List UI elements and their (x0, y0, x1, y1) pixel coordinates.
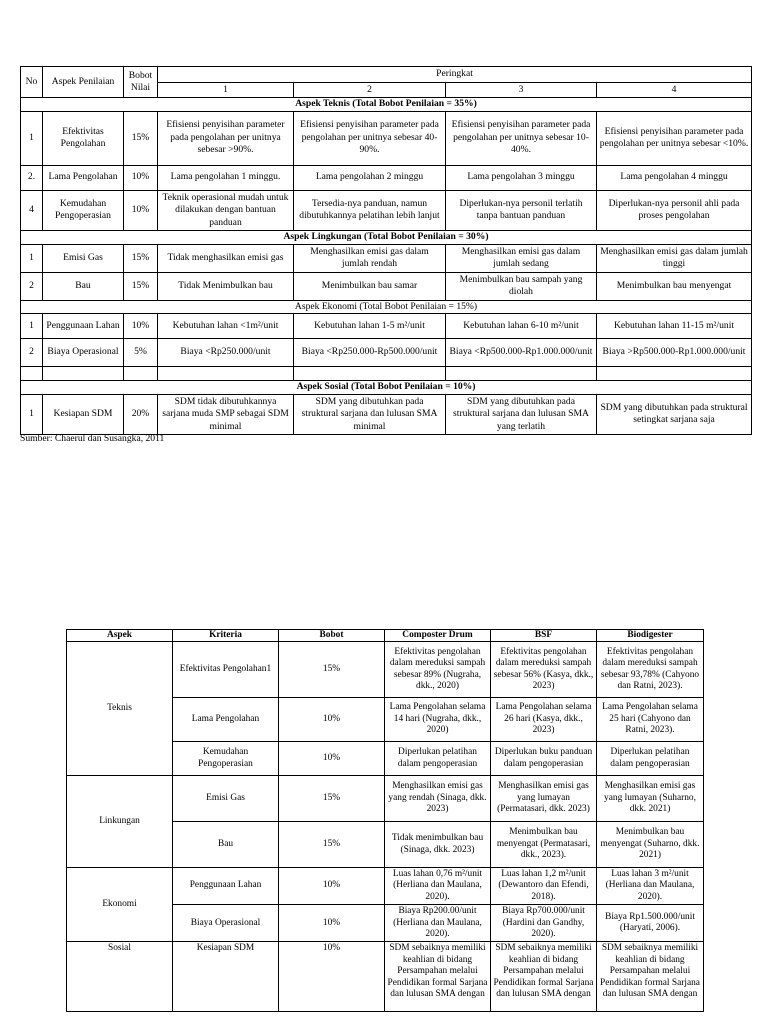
table-row (21, 244, 752, 272)
technology-comparison-table (66, 629, 704, 1012)
cell-biodigester: Diperlukan pelatihan dalam pengoperasian (597, 742, 704, 776)
cell-rank-1: Efisiensi penyisihan parameter pada pengolahan per unitnya sebesar >90%. (158, 111, 294, 165)
cell-rank-3: Menimbulkan bau sampah yang diolah (446, 272, 597, 300)
cell-no: 2 (21, 272, 43, 300)
cell-weight: 10% (279, 942, 385, 1012)
cell-weight: 10% (124, 190, 158, 231)
cell-composter-drum: SDM sebaiknya memiliki keahlian di bidang Persampahan melalui Pendidikan formal Sarjana dan lulusan SMA dengan (385, 942, 491, 1012)
cell-rank-2: Menimbulkan bau samar (294, 272, 446, 300)
cell-bsf: Menimbulkan bau menyengat (Permatasari, dkk., 2023). (491, 822, 597, 868)
cell-bsf: Diperlukan buku panduan dalam pengoperasian (491, 742, 597, 776)
cell-biodigester: Luas lahan 3 m²/unit (Herliana dan Maulana, 2020). (597, 868, 704, 905)
cell-biodigester: Efektivitas pengolahan dalam mereduksi sampah sebesar 93,78% (Cahyono dan Ratni, 2023). (597, 642, 704, 698)
cell-weight: 15% (279, 642, 385, 698)
cell-rank-1: Kebutuhan lahan <1m²/unit (158, 314, 294, 339)
cell-rank-4: Diperlukan-nya personil ahli pada proses pengolahan (597, 190, 752, 231)
cell-rank-1: Biaya <Rp250.000/unit (158, 339, 294, 367)
aspect-ekonomi: Ekonomi (67, 868, 173, 942)
header-rank-4: 4 (597, 82, 752, 98)
header-composter-drum: Composter Drum (385, 630, 491, 642)
table-row (67, 776, 704, 822)
cell-composter-drum: Efektivitas pengolahan dalam mereduksi sampah sebesar 89% (Nugraha, dkk., 2020) (385, 642, 491, 698)
cell-rank-2: Tersedia-nya panduan, namun dibutuhkannya pelatihan lebih lanjut (294, 190, 446, 231)
cell-criteria: Efektivitas Pengolahan1 (173, 642, 279, 698)
header-aspect: Aspek Penilaian (43, 67, 124, 98)
cell-no: 1 (21, 244, 43, 272)
header-bsf: BSF (491, 630, 597, 642)
table-row (21, 339, 752, 367)
table-row (21, 111, 752, 165)
cell-rank-4: Efisiensi penyisihan parameter pada pengolahan per unitnya sebesar <10%. (597, 111, 752, 165)
cell-aspect: Efektivitas Pengolahan (43, 111, 124, 165)
cell-aspect: Kesiapan SDM (43, 394, 124, 435)
cell-rank-1: Tidak Menimbulkan bau (158, 272, 294, 300)
cell-bsf: Lama Pengolahan selama 26 hari (Kasya, dkk., 2023) (491, 698, 597, 742)
cell-criteria: Penggunaan Lahan (173, 868, 279, 905)
cell-composter-drum: Menghasilkan emisi gas yang rendah (Sinaga, dkk. 2023) (385, 776, 491, 822)
header-aspect: Aspek (67, 630, 173, 642)
cell-weight: 20% (124, 394, 158, 435)
cell-bsf: Biaya Rp700.000/unit (Hardini dan Gandhy, 2020). (491, 905, 597, 942)
cell-rank-2: Biaya <Rp250.000-Rp500.000/unit (294, 339, 446, 367)
cell-biodigester: Biaya Rp1.500.000/unit (Haryati, 2006). (597, 905, 704, 942)
header-no: No (21, 67, 43, 98)
cell-criteria: Emisi Gas (173, 776, 279, 822)
cell-criteria: Biaya Operasional (173, 905, 279, 942)
cell-composter-drum: Luas lahan 0,76 m²/unit (Herliana dan Maulana, 2020). (385, 868, 491, 905)
cell-no: 4 (21, 190, 43, 231)
header-rank-1: 1 (158, 82, 294, 98)
table-row (21, 165, 752, 190)
cell-weight: 15% (124, 111, 158, 165)
cell-rank-2: SDM yang dibutuhkan pada struktural sarjana dan lulusan SMA minimal (294, 394, 446, 435)
cell-bsf: Menghasilkan emisi gas yang lumayan (Permatasari, dkk. 2023) (491, 776, 597, 822)
header-weight: Bobot Nilai (124, 67, 158, 98)
cell-rank-2: Kebutuhan lahan 1-5 m²/unit (294, 314, 446, 339)
cell-rank-1: Teknik operasional mudah untuk dilakukan dengan bantuan panduan (158, 190, 294, 231)
header-criteria: Kriteria (173, 630, 279, 642)
header-biodigester: Biodigester (597, 630, 704, 642)
cell-rank-4: Biaya >Rp500.000-Rp1.000.000/unit (597, 339, 752, 367)
cell-bsf: SDM sebaiknya memiliki keahlian di bidang Persampahan melalui Pendidikan formal Sarjana dan lulusan SMA dengan (491, 942, 597, 1012)
cell-rank-1: Lama pengolahan 1 minggu. (158, 165, 294, 190)
aspect-sosial: Sosial (67, 942, 173, 1012)
cell-biodigester: Menghasilkan emisi gas yang lumayan (Suharno, dkk. 2021) (597, 776, 704, 822)
section-title: Aspek Teknis (Total Bobot Penilaian = 35%) (21, 98, 752, 112)
cell-weight: 10% (279, 905, 385, 942)
cell-weight: 15% (124, 244, 158, 272)
cell-biodigester: Menimbulkan bau menyengat (Suharno, dkk. 2021) (597, 822, 704, 868)
table-row (67, 868, 704, 905)
cell-rank-3: Kebutuhan lahan 6-10 m²/unit (446, 314, 597, 339)
cell-criteria: Bau (173, 822, 279, 868)
cell-weight: 10% (279, 698, 385, 742)
cell-bsf: Luas lahan 1,2 m²/unit (Dewantoro dan Efendi, 2018). (491, 868, 597, 905)
cell-weight: 15% (124, 272, 158, 300)
cell-aspect: Kemudahan Pengoperasian (43, 190, 124, 231)
cell-bsf: Efektivitas pengolahan dalam mereduksi sampah sebesar 56% (Kasya, dkk., 2023) (491, 642, 597, 698)
header-rank: Peringkat (158, 67, 752, 83)
cell-weight: 10% (124, 165, 158, 190)
cell-no: 2. (21, 165, 43, 190)
cell-rank-3: Diperlukan-nya personil terlatih tanpa bantuan panduan (446, 190, 597, 231)
cell-weight: 10% (279, 742, 385, 776)
table-row (21, 394, 752, 435)
scoring-criteria-table (20, 66, 752, 435)
cell-composter-drum: Diperlukan pelatihan dalam pengoperasian (385, 742, 491, 776)
cell-weight: 15% (279, 822, 385, 868)
cell-no: 1 (21, 111, 43, 165)
cell-rank-3: Menghasilkan emisi gas dalam jumlah sedang (446, 244, 597, 272)
section-title: Aspek Sosial (Total Bobot Penilaian = 10%) (21, 381, 752, 395)
cell-biodigester: Lama Pengolahan selama 25 hari (Cahyono dan Ratni, 2023). (597, 698, 704, 742)
cell-composter-drum: Lama Pengolahan selama 14 hari (Nugraha, dkk., 2020) (385, 698, 491, 742)
cell-no: 2 (21, 339, 43, 367)
cell-rank-4: Lama pengolahan 4 minggu (597, 165, 752, 190)
cell-rank-3: Efisiensi penyisihan parameter pada pengolahan per unitnya sebesar 10-40%. (446, 111, 597, 165)
header-rank-2: 2 (294, 82, 446, 98)
cell-aspect: Bau (43, 272, 124, 300)
cell-rank-3: Biaya <Rp500.000-Rp1.000.000/unit (446, 339, 597, 367)
cell-aspect: Penggunaan Lahan (43, 314, 124, 339)
table-row (21, 190, 752, 231)
header-weight: Bobot (279, 630, 385, 642)
cell-rank-3: Lama pengolahan 3 minggu (446, 165, 597, 190)
cell-weight: 15% (279, 776, 385, 822)
cell-rank-1: SDM tidak dibutuhkannya sarjana muda SMP sebagai SDM minimal (158, 394, 294, 435)
cell-rank-3: SDM yang dibutuhkan pada struktural sarjana dan lulusan SMA yang terlatih (446, 394, 597, 435)
source-note: Sumber: Chaerul dan Susangka, 2011 (20, 433, 165, 444)
empty-row (21, 367, 752, 381)
aspect-teknis: Teknis (67, 642, 173, 776)
cell-composter-drum: Tidak menimbulkan bau (Sinaga, dkk. 2023) (385, 822, 491, 868)
cell-rank-4: Kebutuhan lahan 11-15 m²/unit (597, 314, 752, 339)
cell-no: 1 (21, 394, 43, 435)
cell-biodigester: SDM sebaiknya memiliki keahlian di bidang Persampahan melalui Pendidikan formal Sarjana dan lulusan SMA dengan (597, 942, 704, 1012)
cell-rank-4: SDM yang dibutuhkan pada struktural setingkat sarjana saja (597, 394, 752, 435)
cell-rank-1: Tidak menghasilkan emisi gas (158, 244, 294, 272)
cell-aspect: Emisi Gas (43, 244, 124, 272)
cell-weight: 5% (124, 339, 158, 367)
cell-composter-drum: Biaya Rp200.00/unit (Herliana dan Maulana, 2020). (385, 905, 491, 942)
table-row (67, 942, 704, 1012)
cell-weight: 10% (124, 314, 158, 339)
cell-aspect: Lama Pengolahan (43, 165, 124, 190)
cell-criteria: Kesiapan SDM (173, 942, 279, 1012)
header-rank-3: 3 (446, 82, 597, 98)
cell-aspect: Biaya Operasional (43, 339, 124, 367)
aspect-lingkungan: Linkungan (67, 776, 173, 868)
cell-rank-4: Menimbulkan bau menyengat (597, 272, 752, 300)
table-row (67, 642, 704, 698)
cell-weight: 10% (279, 868, 385, 905)
cell-rank-2: Lama pengolahan 2 minggu (294, 165, 446, 190)
cell-rank-4: Menghasilkan emisi gas dalam jumlah tinggi (597, 244, 752, 272)
table-row (21, 272, 752, 300)
cell-no: 1 (21, 314, 43, 339)
cell-rank-2: Efisiensi penyisihan parameter pada pengolahan per unitnya sebesar 40-90%. (294, 111, 446, 165)
cell-criteria: Kemudahan Pengoperasian (173, 742, 279, 776)
cell-rank-2: Menghasilkan emisi gas dalam jumlah rendah (294, 244, 446, 272)
section-title: Aspek Lingkungan (Total Bobot Penilaian = 30%) (21, 231, 752, 245)
section-title: Aspek Ekonomi (Total Bobot Penilaian = 15%) (21, 300, 752, 314)
cell-criteria: Lama Pengolahan (173, 698, 279, 742)
table-row (21, 314, 752, 339)
